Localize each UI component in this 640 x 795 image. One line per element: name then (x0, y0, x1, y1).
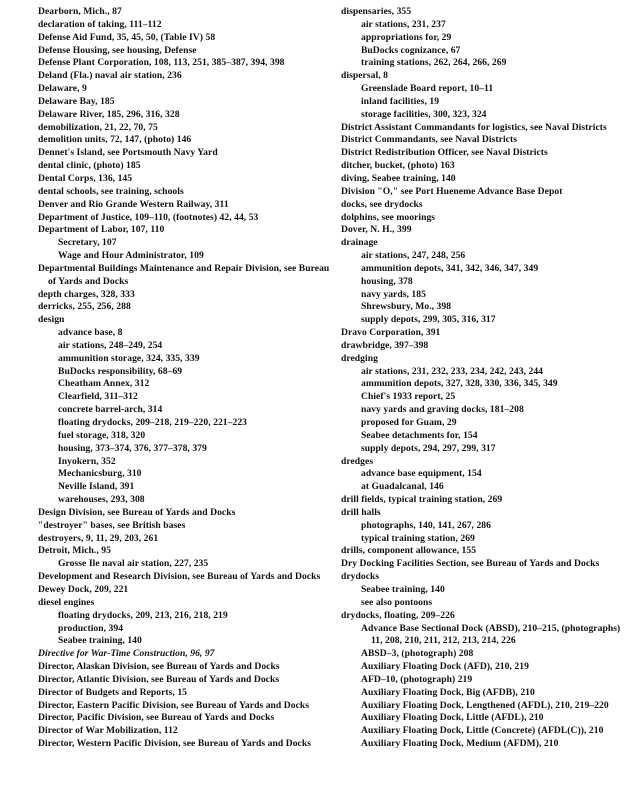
index-subentry: advance base equipment, 154 (360, 468, 482, 480)
index-subentry: Neville Island, 391 (58, 481, 135, 493)
index-subentry: Mechanicsburg, 310 (58, 468, 142, 480)
index-entry: drydocks (340, 571, 380, 583)
index-subentry: navy yards and graving docks, 181–208 (360, 404, 524, 416)
index-entry: Delaware River, 185, 296, 316, 328 (38, 108, 180, 120)
index-entry: Dravo Corporation, 391 (340, 327, 441, 339)
index-subentry: supply depots, 299, 305, 316, 317 (360, 314, 496, 326)
index-subentry: Auxiliary Floating Dock (AFD), 210, 219 (360, 661, 529, 673)
index-entry: diving, Seabee training, 140 (340, 172, 456, 184)
index-subentry: BuDocks responsibility, 68–69 (58, 365, 183, 377)
index-subentry: Wage and Hour Administrator, 109 (58, 250, 204, 262)
index-entry: Director, Western Pacific Division, see Bureau of Yards and Docks (38, 738, 312, 750)
index-subentry: air stations, 231, 237 (360, 18, 446, 30)
index-subentry: floating drydocks, 209, 213, 216, 218, 219 (58, 609, 228, 621)
index-entry: Director, Atlantic Division, see Bureau of Yards and Docks (38, 673, 280, 685)
index-subentry: ABSD–3, (photograph) 208 (360, 648, 474, 660)
index-subentry: floating drydocks, 209–218, 219–220, 221–223 (58, 417, 248, 428)
right-index-column (341, 6, 632, 751)
index-entry: Division "O," see Port Hueneme Advance Base Depot (340, 185, 563, 197)
index-entry: Detroit, Mich., 95 (38, 545, 111, 557)
index-entry: Director, Eastern Pacific Division, see Bureau of Yards and Docks (38, 699, 310, 711)
index-subentry: ammunition storage, 324, 335, 339 (58, 352, 200, 364)
index-subentry: Greenslade Board report, 10–11 (360, 83, 494, 95)
index-subentry: AFD–10, (photograph) 219 (360, 673, 473, 685)
index-subentry: production, 394 (58, 622, 124, 634)
index-subentry: Auxiliary Floating Dock, Little (AFDL), 210 (360, 712, 544, 724)
index-entry: Dennet's Island, see Portsmouth Navy Yard (38, 147, 218, 159)
index-entry: Dental Corps, 136, 145 (38, 172, 133, 184)
index-subentry: air stations, 247, 248, 256 (360, 250, 466, 262)
index-subentry: appropriations for, 29 (360, 31, 452, 43)
index-subentry: inland facilities, 19 (360, 95, 440, 107)
index-entry: Deland (Fla.) naval air station, 236 (38, 70, 182, 82)
index-entry: ditcher, bucket, (photo) 163 (340, 160, 455, 172)
index-entry: Defense Aid Fund, 35, 45, 50, (Table IV) 58 (38, 31, 216, 43)
index-subentry: concrete barrel-arch, 314 (58, 404, 163, 416)
index-entry: Director, Alaskan Division, see Bureau of Yards and Docks (38, 661, 280, 673)
index-subentry: Auxiliary Floating Dock, Medium (AFDM), 210 (360, 738, 559, 750)
index-subentry: air stations, 231, 232, 233, 234, 242, 243, 244 (360, 365, 544, 377)
index-subentry: fuel storage, 318, 320 (58, 429, 146, 441)
index-subentry: proposed for Guam, 29 (360, 417, 457, 428)
index-entry: declaration of taking, 111–112 (38, 18, 162, 30)
index-entry: Delaware Bay, 185 (38, 95, 115, 107)
index-entry: derricks, 255, 256, 288 (38, 301, 131, 313)
index-subentry: typical training station, 269 (360, 532, 475, 544)
index-subentry: photographs, 140, 141, 267, 286 (360, 519, 491, 531)
index-entry: Defense Housing, see housing, Defense (38, 44, 197, 56)
index-subentry: housing, 373–374, 376, 377–378, 379 (58, 442, 207, 454)
index-entry: drill fields, typical training station, 269 (340, 494, 503, 506)
index-entry: District Assistant Commandants for logistics, see Naval Districts (340, 121, 607, 133)
index-subentry: advance base, 8 (58, 327, 123, 339)
index-subentry: see also pontoons (360, 596, 433, 608)
index-subentry: BuDocks cognizance, 67 (360, 44, 461, 56)
index-subentry: Auxiliary Floating Dock, Big (AFDB), 210 (360, 686, 535, 698)
index-entry: drydocks, floating, 209–226 (340, 609, 455, 621)
index-subentry: Clearfield, 311–312 (58, 391, 138, 403)
index-subentry: ammunition depots, 341, 342, 346, 347, 349 (360, 262, 539, 274)
index-subentry: Seabee detachments for, 154 (360, 429, 478, 441)
index-entry: Delaware, 9 (38, 83, 87, 95)
index-entry: Defense Plant Corporation, 108, 113, 251, 385–387, 394, 398 (38, 57, 285, 69)
index-entry: diesel engines (38, 596, 95, 608)
index-entry: dispersal, 8 (340, 70, 388, 82)
index-entry: dental clinic, (photo) 185 (38, 160, 141, 172)
index-subentry: air stations, 248–249, 254 (58, 339, 163, 351)
index-entry: dolphins, see moorings (340, 211, 436, 223)
index-entry: depth charges, 328, 333 (38, 288, 135, 300)
index-entry: Dewey Dock, 209, 221 (38, 583, 129, 595)
index-entry: Development and Research Division, see Bureau of Yards and Docks (38, 571, 321, 583)
index-subentry: Auxiliary Floating Dock, Lengthened (AFDL), 210, 219–220 (360, 699, 609, 711)
index-entry: Dover, N. H., 399 (340, 224, 412, 236)
index-entry: drainage (340, 237, 378, 249)
index-entry: drawbridge, 397–398 (340, 339, 429, 351)
index-entry: Department of Labor, 107, 110 (38, 224, 165, 236)
index-subentry: storage facilities, 300, 323, 324 (360, 108, 487, 120)
index-subentry: housing, 378 (360, 275, 413, 287)
index-subentry: supply depots, 294, 297, 299, 317 (360, 442, 496, 454)
index-entry: Denver and Rio Grande Western Railway, 311 (38, 198, 229, 210)
index-entry: Directive for War-Time Construction, 96, 97 (38, 648, 215, 660)
index-entry: District Commandants, see Naval Districts (340, 134, 518, 146)
index-entry: Director of Budgets and Reports, 15 (38, 686, 188, 698)
index-entry: demobilization, 21, 22, 70, 75 (38, 121, 158, 133)
index-entry: Director of War Mobilization, 112 (38, 725, 178, 737)
index-subentry: Seabee training, 140 (360, 583, 445, 595)
index-entry: Department of Justice, 109–110, (footnotes) 42, 44, 53 (38, 211, 259, 223)
index-subentry: Shrewsbury, Mo., 398 (360, 301, 452, 313)
index-subentry: Cheatham Annex, 312 (58, 378, 150, 390)
index-subentry: Grosse Ile naval air station, 227, 235 (58, 558, 209, 570)
index-entry: docks, see drydocks (340, 198, 423, 210)
index-subentry: warehouses, 293, 308 (58, 494, 145, 506)
index-entry: Design Division, see Bureau of Yards and Docks (38, 506, 236, 518)
index-entry: dental schools, see training, schools (38, 185, 184, 197)
index-subentry: at Guadalcanal, 146 (360, 481, 444, 493)
index-subentry: Chief's 1933 report, 25 (360, 391, 456, 403)
index-entry: Dearborn, Mich., 87 (38, 6, 122, 17)
index-entry: dredges (340, 455, 374, 467)
index-entry: Dry Docking Facilities Section, see Bureau of Yards and Docks (340, 558, 600, 570)
index-subentry: training stations, 262, 264, 266, 269 (360, 57, 507, 69)
index-entry: dredging (340, 352, 378, 364)
index-entry: dispensaries, 355 (340, 6, 412, 17)
index-entry: District Redistribution Officer, see Naval Districts (340, 147, 548, 159)
left-index-column (38, 6, 335, 751)
index-entry: demolition units, 72, 147, (photo) 146 (38, 134, 192, 146)
index-subentry: Inyokern, 352 (58, 455, 116, 467)
index-entry: design (38, 314, 65, 326)
index-subentry: navy yards, 185 (360, 288, 426, 300)
index-subentry: Secretary, 107 (58, 237, 117, 249)
index-columns (38, 6, 632, 751)
index-subentry: ammunition depots, 327, 328, 330, 336, 345, 349 (360, 378, 558, 390)
index-entry: drills, component allowance, 155 (340, 545, 477, 557)
index-entry: Departmental Buildings Maintenance and Repair Division, see Bureau of Yards and Docks (38, 262, 330, 287)
index-entry: "destroyer" bases, see British bases (38, 519, 186, 531)
index-entry: drill halls (340, 506, 381, 518)
index-subentry: Seabee training, 140 (58, 635, 142, 647)
index-subentry: Advance Base Sectional Dock (ABSD), 210–215, (photographs) 11, 208, 210, 211, 212, 213, 214, 226 (360, 622, 621, 647)
index-subentry: Auxiliary Floating Dock, Little (Concrete) (AFDL(C)), 210 (360, 725, 604, 737)
index-entry: destroyers, 9, 11, 29, 203, 261 (38, 532, 159, 544)
index-entry: Director, Pacific Division, see Bureau of Yards and Docks (38, 712, 275, 724)
